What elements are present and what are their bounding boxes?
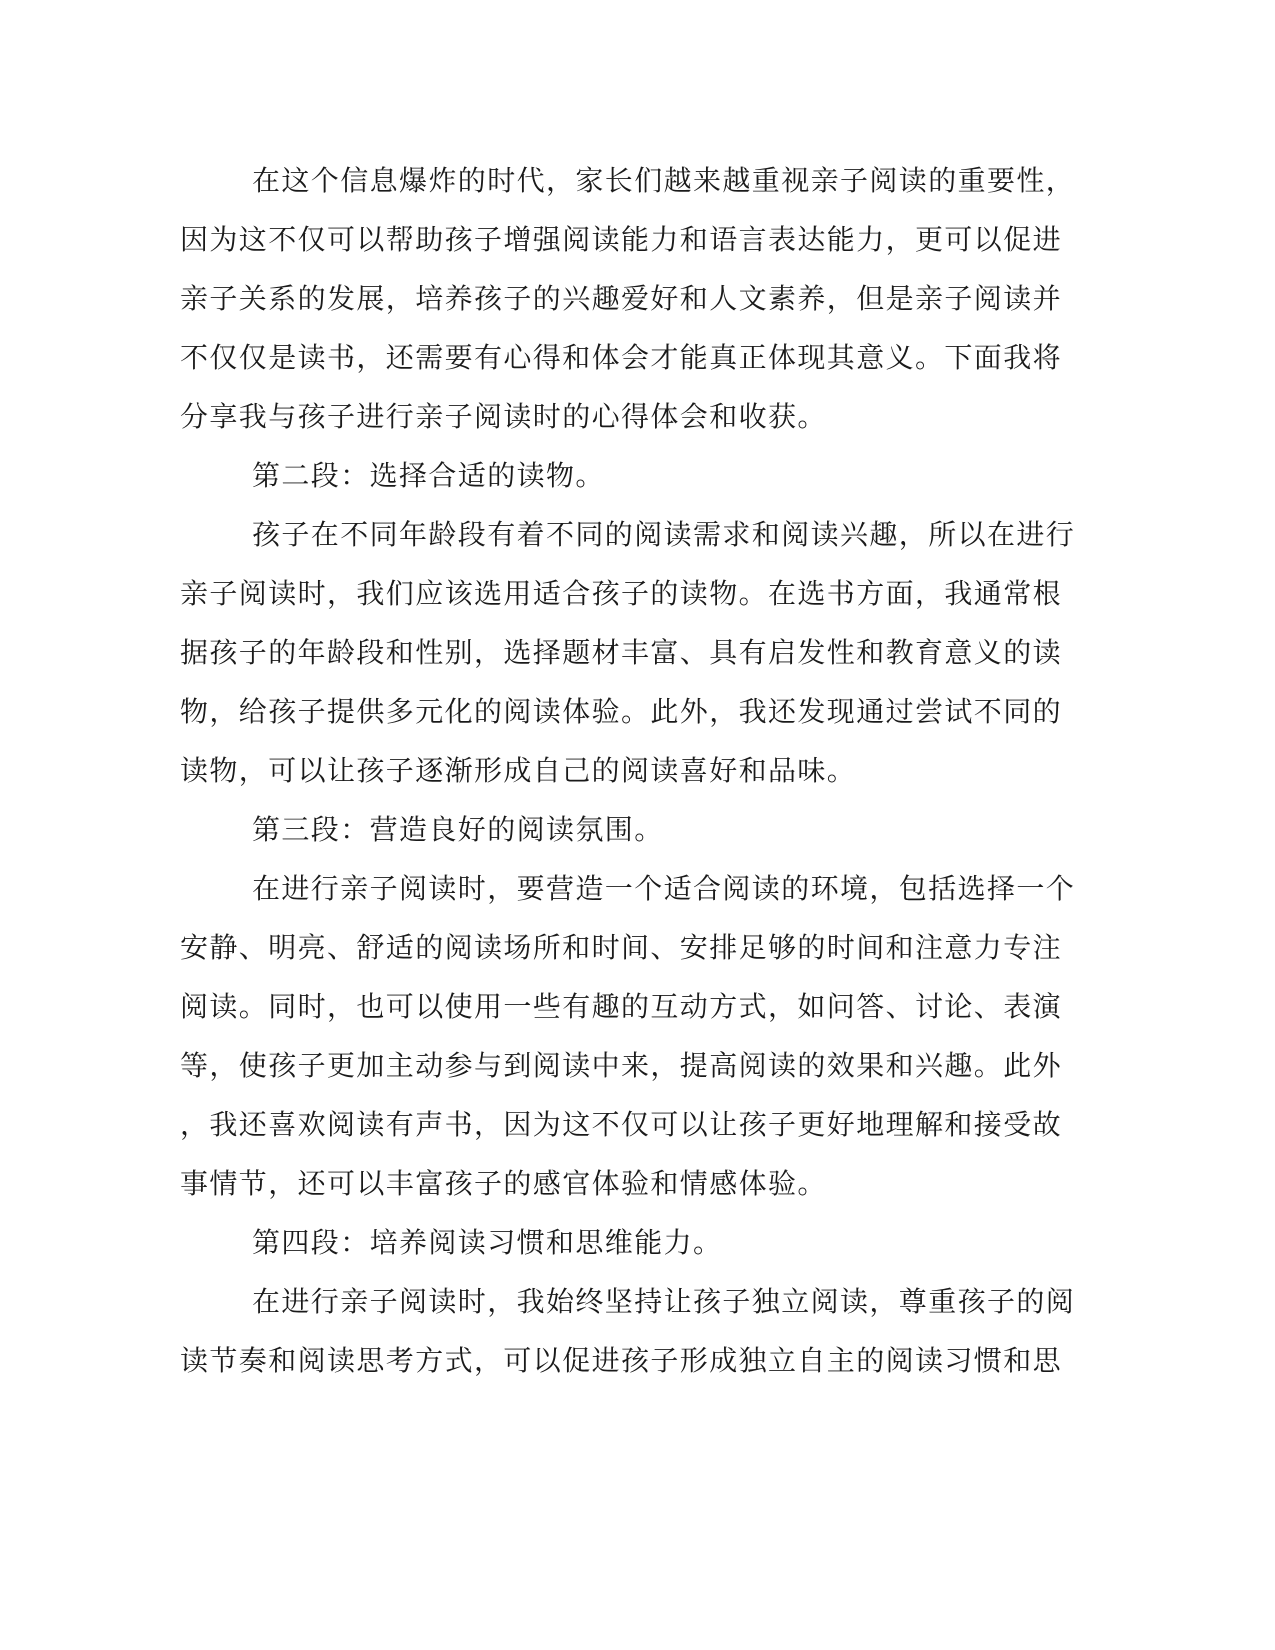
- text-line: [0, 1282, 1275, 1322]
- line-text: 等，使孩子更加主动参与到阅读中来，提高阅读的效果和兴趣。此外: [180, 1049, 1063, 1082]
- text-line: [0, 1046, 1275, 1086]
- line-text: 分享我与孩子进行亲子阅读时的心得体会和收获。: [180, 400, 827, 433]
- section-heading: [0, 456, 1275, 496]
- line-text: 在进行亲子阅读时，要营造一个适合阅读的环境，包括选择一个: [252, 872, 1076, 905]
- line-text: 阅读。同时，也可以使用一些有趣的互动方式，如问答、讨论、表演: [180, 990, 1063, 1023]
- text-line: [0, 515, 1275, 555]
- line-text: 读节奏和阅读思考方式，可以促进孩子形成独立自主的阅读习惯和思: [180, 1344, 1063, 1377]
- text-line: [0, 928, 1275, 968]
- text-line: [0, 1341, 1275, 1381]
- line-text: 亲子关系的发展，培养孩子的兴趣爱好和人文素养，但是亲子阅读并: [180, 282, 1063, 315]
- line-text: 在这个信息爆炸的时代，家长们越来越重视亲子阅读的重要性，: [252, 164, 1076, 197]
- line-text: 物，给孩子提供多元化的阅读体验。此外，我还发现通过尝试不同的: [180, 695, 1063, 728]
- line-text: 读物，可以让孩子逐渐形成自己的阅读喜好和品味。: [180, 754, 857, 787]
- text-line: [0, 338, 1275, 378]
- text-line: [0, 574, 1275, 614]
- line-text: ，我还喜欢阅读有声书，因为这不仅可以让孩子更好地理解和接受故: [180, 1108, 1063, 1141]
- line-text: 第四段：培养阅读习惯和思维能力。: [252, 1226, 723, 1259]
- line-text: 第三段：营造良好的阅读氛围。: [252, 813, 664, 846]
- text-line: [0, 1164, 1275, 1204]
- text-line: [0, 692, 1275, 732]
- section-heading: [0, 1223, 1275, 1263]
- text-line: [0, 161, 1275, 201]
- line-text: 在进行亲子阅读时，我始终坚持让孩子独立阅读，尊重孩子的阅: [252, 1285, 1076, 1318]
- text-line: [0, 397, 1275, 437]
- text-line: [0, 1105, 1275, 1145]
- line-text: 亲子阅读时，我们应该选用适合孩子的读物。在选书方面，我通常根: [180, 577, 1063, 610]
- text-line: [0, 987, 1275, 1027]
- line-text: 不仅仅是读书，还需要有心得和体会才能真正体现其意义。下面我将: [180, 341, 1063, 374]
- line-text: 第二段：选择合适的读物。: [252, 459, 605, 492]
- text-line: [0, 633, 1275, 673]
- line-text: 据孩子的年龄段和性别，选择题材丰富、具有启发性和教育意义的读: [180, 636, 1063, 669]
- text-line: [0, 869, 1275, 909]
- line-text: 因为这不仅可以帮助孩子增强阅读能力和语言表达能力，更可以促进: [180, 223, 1063, 256]
- text-line: [0, 220, 1275, 260]
- section-heading: [0, 810, 1275, 850]
- text-line: [0, 751, 1275, 791]
- line-text: 孩子在不同年龄段有着不同的阅读需求和阅读兴趣，所以在进行: [252, 518, 1076, 551]
- line-text: 事情节，还可以丰富孩子的感官体验和情感体验。: [180, 1167, 827, 1200]
- text-line: [0, 279, 1275, 319]
- line-text: 安静、明亮、舒适的阅读场所和时间、安排足够的时间和注意力专注: [180, 931, 1063, 964]
